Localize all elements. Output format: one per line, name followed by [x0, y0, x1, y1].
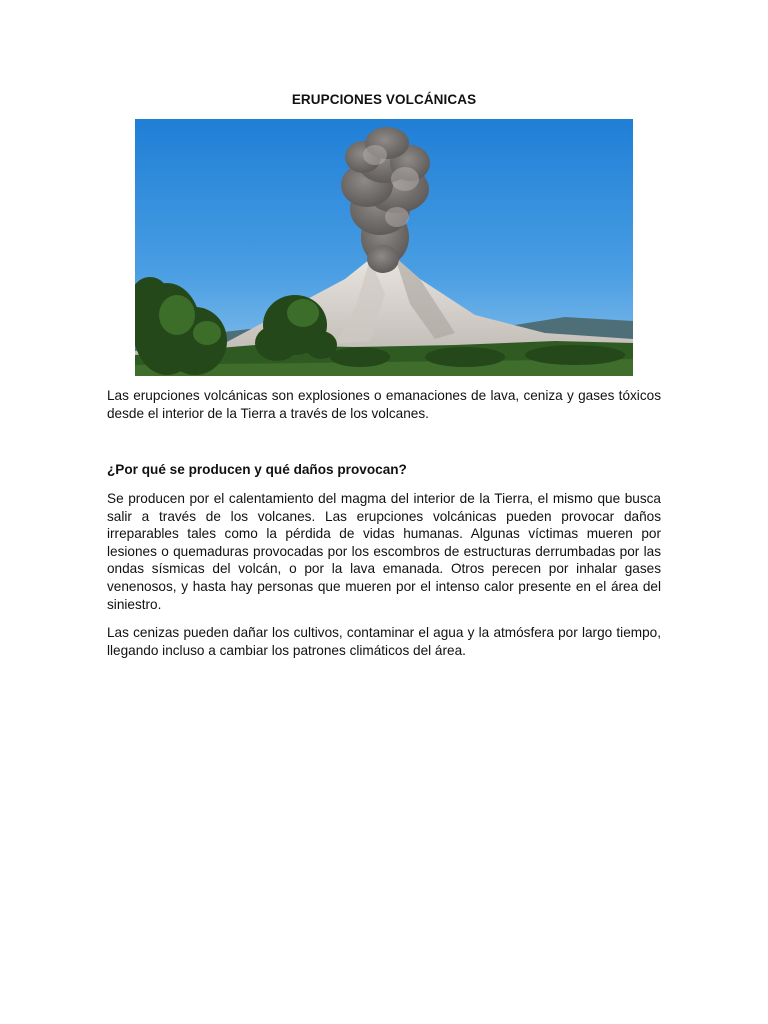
volcano-eruption-image [135, 119, 633, 376]
section-heading: ¿Por qué se producen y qué daños provocan? [107, 462, 407, 477]
intro-paragraph: Las erupciones volcánicas son explosiones o emanaciones de lava, ceniza y gases tóxicos desde el interior de la Tierra a través de los volcanes. [107, 388, 661, 421]
document-title: ERUPCIONES VOLCÁNICAS [291, 92, 477, 107]
body-paragraph-2: Las cenizas pueden dañar los cultivos, contaminar el agua y la atmósfera por largo tiempo, llegando incluso a cambiar los patrones climáticos del área. [107, 625, 661, 658]
body-paragraph-1: Se producen por el calentamiento del magma del interior de la Tierra, el mismo que busca salir a través de los volcanes. Las erupciones volcánicas pueden provocar daños irreparables tales como la pérdida de vidas humanas. Algunas víctimas mueren por lesiones o quemaduras provocadas por los escombros de estructuras derrumbadas por las ondas sísmicas del volcán, o por la lava emanada. Otros perecen por inhalar gases venenosos, y hasta hay personas que mueren por el intenso calor presente en el área del siniestro. [107, 491, 661, 612]
